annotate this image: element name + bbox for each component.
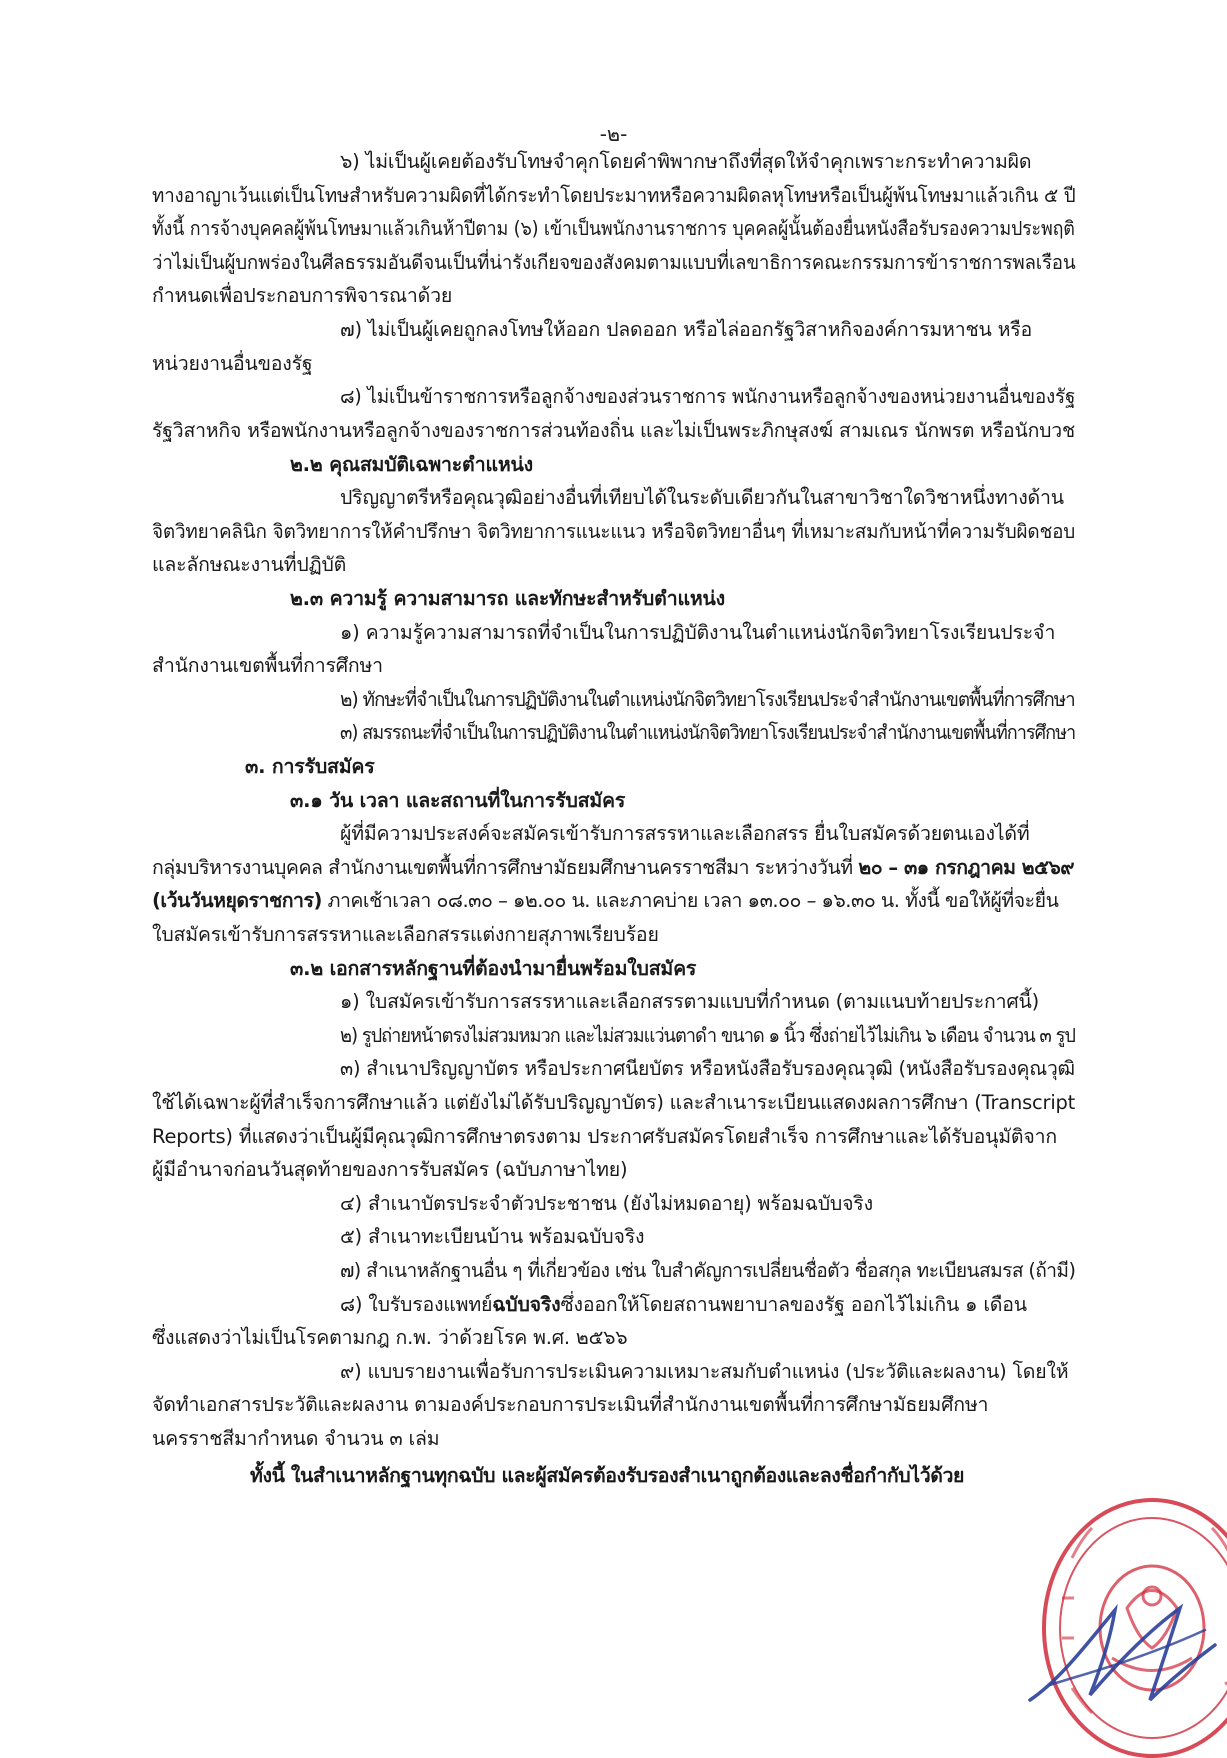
holiday-note: (เว้นวันหยุดราชการ) — [152, 889, 322, 912]
page-number: -๒- — [599, 122, 628, 146]
text-line: ใบสมัครเข้ารับการสรรหาและเลือกสรรแต่งกายสุภาพเรียบร้อย — [152, 923, 659, 946]
text-line: ๗) ไม่เป็นผู้เคยถูกลงโทษให้ออก ปลดออก หรือไล่ออกรัฐวิสาหกิจองค์การมหาชน หรือ — [340, 318, 1033, 341]
text-line — [152, 852, 1074, 883]
text-line: ๘) ไม่เป็นข้าราชการหรือลูกจ้างของส่วนราชการ พนักงานหรือลูกจ้างของหน่วยงานอื่นของรัฐ — [340, 385, 1076, 408]
text-line: ซึ่งแสดงว่าไม่เป็นโรคตามกฎ ก.พ. ว่าด้วยโรค พ.ศ. ๒๕๖๖ — [152, 1326, 628, 1349]
section-heading: ๓. การรับสมัคร — [245, 755, 375, 778]
section-heading: ๓.๑ วัน เวลา และสถานที่ในการรับสมัคร — [290, 789, 626, 812]
text-line: ทั้งนี้ การจ้างบุคคลผู้พ้นโทษมาแล้วเกินห้าปีตาม (๖) เข้าเป็นพนักงานราชการ บุคคลผู้นั้นต้องยื่นหนังสือรับรองความประพฤติ — [152, 217, 1075, 240]
text-line: ปริญญาตรีหรือคุณวุฒิอย่างอื่นที่เทียบได้ในระดับเดียวกันในสาขาวิชาใดวิชาหนึ่งทางด้าน — [340, 486, 1064, 509]
text-segment: ซึ่งออกให้โดยสถานพยาบาลของรัฐ ออกไว้ไม่เกิน ๑ เดือน — [560, 1293, 1027, 1316]
text-line: ๓) สำเนาปริญญาบัตร หรือประกาศนียบัตร หรือหนังสือรับรองคุณวุฒิ (หนังสือรับรองคุณวุฒิ — [340, 1057, 1075, 1080]
text-line: ทางอาญาเว้นแต่เป็นโทษสำหรับความผิดที่ได้กระทำโดยประมาทหรือความผิดลหุโทษหรือเป็นผู้พ้นโทษมาแล้วเกิน ๕ ปี — [152, 184, 1076, 207]
text-segment: ๘) ใบรับรองแพทย์ — [340, 1293, 493, 1316]
text-line: และลักษณะงานที่ปฏิบัติ — [152, 553, 347, 576]
text-segment: กลุ่มบริหารงานบุคคล สำนักงานเขตพื้นที่การศึกษามัธยมศึกษานครราชสีมา ระหว่างวันที่ — [152, 856, 859, 879]
text-line: ๑) ใบสมัครเข้ารับการสรรหาและเลือกสรรตามแบบที่กำหนด (ตามแนบท้ายประกาศนี้) — [340, 990, 1040, 1013]
original-copy-note: ฉบับจริง — [492, 1293, 561, 1316]
section-heading: ๓.๒ เอกสารหลักฐานที่ต้องนำมายื่นพร้อมใบสมัคร — [290, 957, 697, 980]
text-line: จัดทำเอกสารประวัติและผลงาน ตามองค์ประกอบการประเมินที่สำนักงานเขตพื้นที่การศึกษามัธยมศึกษา — [152, 1393, 989, 1416]
text-line: ว่าไม่เป็นผู้บกพร่องในศีลธรรมอันดีจนเป็นที่น่ารังเกียจของสังคมตามแบบที่เลขาธิการคณะกรรมการข้าราชการพลเรือน — [152, 251, 1076, 274]
text-line: ใช้ได้เฉพาะผู้ที่สำเร็จการศึกษาแล้ว แต่ยังไม่ได้รับปริญญาบัตร) และสำเนาระเบียนแสดงผลการศึกษา (Transcript — [152, 1091, 1076, 1114]
section-heading: ๒.๒ คุณสมบัติเฉพาะตำแหน่ง — [290, 453, 533, 476]
text-line: ๓) สมรรถนะที่จำเป็นในการปฏิบัติงานในตำแหน่งนักจิตวิทยาโรงเรียนประจำสำนักงานเขตพื้นที่การศึกษา — [340, 721, 1076, 744]
text-line: ผู้มีอำนาจก่อนวันสุดท้ายของการรับสมัคร (ฉบับภาษาไทย) — [152, 1158, 628, 1181]
text-line: กำหนดเพื่อประกอบการพิจารณาด้วย — [152, 284, 453, 307]
section-heading: ๒.๓ ความรู้ ความสามารถ และทักษะสำหรับตำแหน่ง — [290, 587, 725, 610]
text-line: ๒) ทักษะที่จำเป็นในการปฏิบัติงานในตำแหน่งนักจิตวิทยาโรงเรียนประจำสำนักงานเขตพื้นที่การศึกษา — [340, 688, 1075, 711]
text-line: สำนักงานเขตพื้นที่การศึกษา — [152, 654, 383, 677]
text-line: นครราชสีมากำหนด จำนวน ๓ เล่ม — [152, 1427, 440, 1450]
text-line — [340, 1289, 1027, 1320]
text-line: Reports) ที่แสดงว่าเป็นผู้มีคุณวุฒิการศึกษาตรงตาม ประกาศรับสมัครโดยสำเร็จ การศึกษาและได้รับอนุมัติจาก — [152, 1125, 1057, 1148]
text-line: ๔) สำเนาบัตรประจำตัวประชาชน (ยังไม่หมดอายุ) พร้อมฉบับจริง — [340, 1192, 873, 1215]
text-line — [152, 885, 1058, 916]
text-line: ๒) รูปถ่ายหน้าตรงไม่สวมหมวก และไม่สวมแว่นตาดำ ขนาด ๑ นิ้ว ซึ่งถ่ายไว้ไม่เกิน ๖ เดือน จำนวน ๓ รูป — [340, 1024, 1075, 1047]
text-line: ผู้ที่มีความประสงค์จะสมัครเข้ารับการสรรหาและเลือกสรร ยื่นใบสมัครด้วยตนเองได้ที่ — [340, 822, 1030, 845]
text-line: ๕) สำเนาทะเบียนบ้าน พร้อมฉบับจริง — [340, 1225, 645, 1248]
text-line: จิตวิทยาคลินิก จิตวิทยาการให้คำปรึกษา จิตวิทยาการแนะแนว หรือจิตวิทยาอื่นๆ ที่เหมาะสมกับหน้าที่ความรับผิดชอบ — [152, 520, 1076, 543]
closing-note: ทั้งนี้ ในสำเนาหลักฐานทุกฉบับ และผู้สมัครต้องรับรองสำเนาถูกต้องและลงชื่อกำกับไว้ด้วย — [250, 1464, 965, 1487]
signature-icon — [1020, 1600, 1220, 1710]
text-line: หน่วยงานอื่นของรัฐ — [152, 352, 313, 375]
text-line: รัฐวิสาหกิจ หรือพนักงานหรือลูกจ้างของราชการส่วนท้องถิ่น และไม่เป็นพระภิกษุสงฆ์ สามเณร นักพรต หรือนักบวช — [152, 419, 1075, 442]
text-line: ๙) แบบรายงานเพื่อรับการประเมินความเหมาะสมกับตำแหน่ง (ประวัติและผลงาน) โดยให้ — [340, 1360, 1069, 1383]
text-segment: ภาคเช้าเวลา ๐๘.๓๐ – ๑๒.๐๐ น. และภาคบ่าย เวลา ๑๓.๐๐ – ๑๖.๓๐ น. ทั้งนี้ ขอให้ผู้ที่จะยื่น — [321, 889, 1059, 912]
text-line: ๑) ความรู้ความสามารถที่จำเป็นในการปฏิบัติงานในตำแหน่งนักจิตวิทยาโรงเรียนประจำ — [340, 621, 1056, 644]
text-line: ๖) ไม่เป็นผู้เคยต้องรับโทษจำคุกโดยคำพิพากษาถึงที่สุดให้จำคุกเพราะกระทำความผิด — [340, 150, 1032, 173]
text-line: ๗) สำเนาหลักฐานอื่น ๆ ที่เกี่ยวข้อง เช่น ใบสำคัญการเปลี่ยนชื่อตัว ชื่อสกุล ทะเบียนสมรส (ถ้ามี) — [340, 1259, 1076, 1282]
date-range: ๒๐ – ๓๑ กรกฎาคม ๒๕๖๙ — [858, 856, 1075, 879]
